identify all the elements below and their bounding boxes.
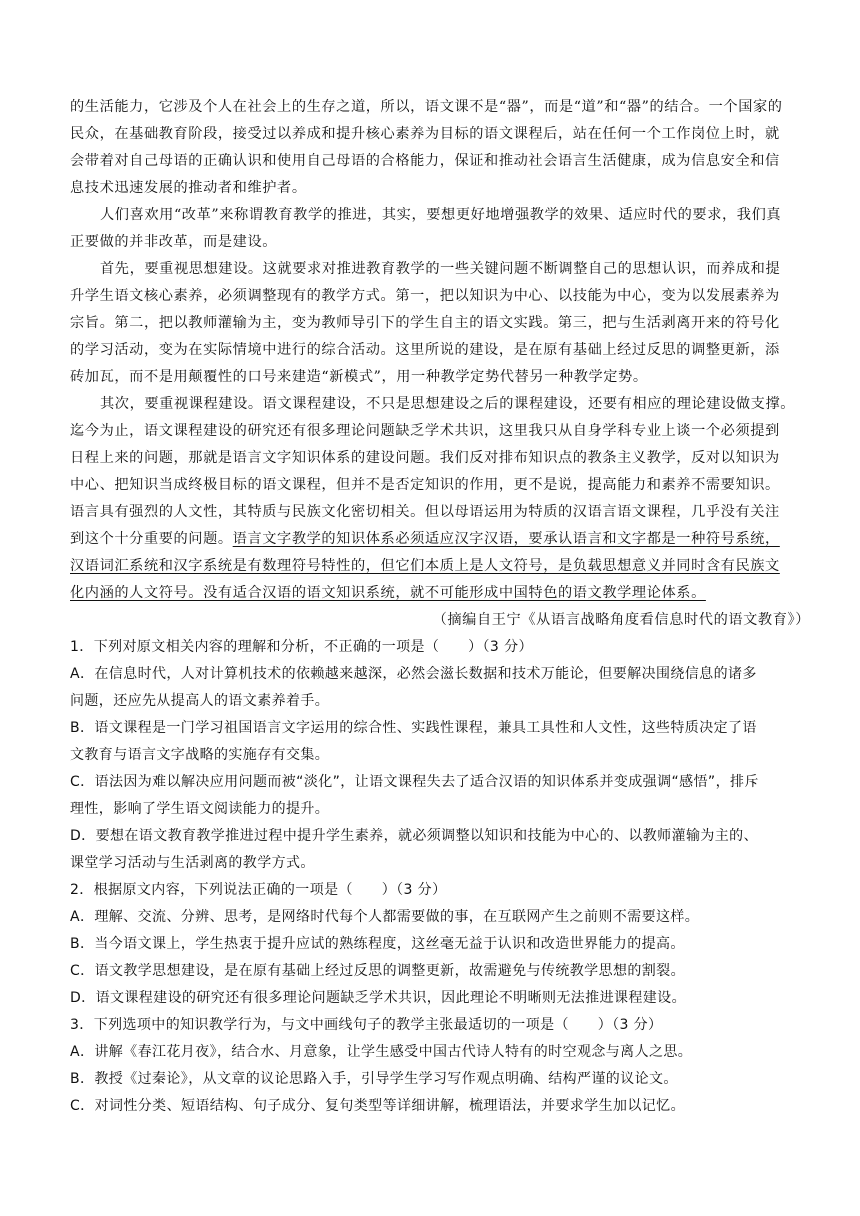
passage-line: 会带着对自己母语的正确认识和使用自己母语的合格能力，保证和推动社会语言生活健康，成为信息安全和信 <box>70 153 780 169</box>
passage-line: 其次，要重视课程建设。语文课程建设，不只是思想建设之后的课程建设，还要有相应的理论建设做支撑。 <box>100 396 796 412</box>
question-1-option-b: B．语文课程是一门学习祖国语言文字运用的综合性、实践性课程，兼具工具性和人文性，这些特质决定了语 <box>70 720 757 736</box>
passage-text: 到这个十分重要的问题。 <box>70 531 233 547</box>
question-1-option-d: D．要想在语文教育教学推进过程中提升学生素养，就必须调整以知识和技能为中心的、以教师灌输为主的、 <box>70 828 758 844</box>
passage-line: 的学习活动，变为在实际情境中进行的综合活动。这里所说的建设，是在原有基础上经过反思的调整更新，添 <box>70 342 780 358</box>
question-2-option-b: B．当今语文课上，学生热衷于提升应试的熟练程度，这丝毫无益于认识和改造世界能力的提高。 <box>70 936 685 952</box>
question-3-option-a: A．讲解《春江花月夜》，结合水、月意象，让学生感受中国古代诗人特有的时空观念与离人之思。 <box>70 1044 693 1060</box>
question-1-option-c: C．语法因为难以解决应用问题而被“淡化”，让语文课程失去了适合汉语的知识体系并变成强调“感悟”，排斥 <box>70 774 759 790</box>
passage-line: 首先，要重视思想建设。这就要求对推进教育教学的一些关键问题不断调整自己的思想认识，而养成和提 <box>100 261 781 277</box>
passage-line: 正要做的并非改革，而是建设。 <box>70 234 278 250</box>
passage-line <box>70 529 780 549</box>
passage-line: 砖加瓦，而不是用颠覆性的口号来建造“新模式”，用一种教学定势代替另一种教学定势。 <box>70 369 648 385</box>
passage-line: 的生活能力，它涉及个人在社会上的生存之道，所以，语文课不是“器”，而是“道”和“器”的结合。一个国家的 <box>70 99 783 115</box>
underlined-sentence: 汉语词汇系统和汉字系统是有数理符号特性的，但它们本质上是人文符号，是负载思想意义并同时含有民族文 <box>70 558 780 574</box>
passage-line: 人们喜欢用“改革”来称谓教育教学的推进，其实，要想更好地增强教学的效果、适应时代的要求，我们真 <box>100 207 782 223</box>
passage-line: 宗旨。第二，把以教师灌输为主，变为教师导引下的学生自主的语文实践。第三，把与生活剥离开来的符号化 <box>70 315 780 331</box>
passage-line: 息技术迅速发展的推动者和维护者。 <box>70 180 307 196</box>
question-1-option-d-cont: 课堂学习活动与生活剥离的教学方式。 <box>70 855 315 871</box>
question-1-option-a-cont: 问题，还应先从提高人的语文素养着手。 <box>70 693 330 709</box>
underlined-sentence: 语言文字教学的知识体系必须适应汉字汉语，要承认语言和文字都是一种符号系统， <box>232 531 780 547</box>
underlined-sentence: 化内涵的人文符号。没有适合汉语的语文知识系统，就不可能形成中国特色的语文教学理论体系。 <box>70 585 706 601</box>
question-3-option-c: C．对词性分类、短语结构、句子成分、复句类型等详细讲解，梳理语法，并要求学生加以记忆。 <box>70 1098 685 1114</box>
question-1-option-b-cont: 文教育与语言文字战略的实施存有交集。 <box>70 747 330 763</box>
passage-line: 中心、把知识当成终极目标的语文课程，但并不是否定知识的作用，更不是说，提高能力和素养不需要知识。 <box>70 477 780 493</box>
question-3-option-b: B．教授《过秦论》，从文章的议论思路入手，引导学生学习写作观点明确、结构严谨的议论文。 <box>70 1071 678 1087</box>
question-1-stem: 1．下列对原文相关内容的理解和分析，不正确的一项是（ ）（3 分） <box>70 639 533 655</box>
passage-line: 日程上来的问题，那就是语言文字知识体系的建设问题。我们反对排布知识点的教条主义教学，反对以知识为 <box>70 450 780 466</box>
passage-line: 语言具有强烈的人文性，其特质与民族文化密切相关。但以母语运用为特质的汉语言语文课程，几乎没有关注 <box>70 504 780 520</box>
passage-line: 迄今为止，语文课程建设的研究还有很多理论问题缺乏学术共识，这里我只从自身学科专业上谈一个必须提到 <box>70 423 780 439</box>
passage-line: 升学生语文核心素养，必须调整现有的教学方式。第一，把以知识为中心、以技能为中心，变为以发展素养为 <box>70 288 780 304</box>
passage-line: 民众，在基础教育阶段，接受过以养成和提升核心素养为目标的语文课程后，站在任何一个工作岗位上时，就 <box>70 126 780 142</box>
question-2-option-d: D．语文课程建设的研究还有很多理论问题缺乏学术共识，因此理论不明晰则无法推进课程建设。 <box>70 990 686 1006</box>
question-2-stem: 2．根据原文内容，下列说法正确的一项是（ ）（3 分） <box>70 882 447 898</box>
source-citation: （摘编自王宁《从语言战略角度看信息时代的语文教育》） <box>432 612 810 628</box>
question-2-option-a: A．理解、交流、分辨、思考，是网络时代每个人都需要做的事，在互联网产生之前则不需要这样。 <box>70 909 700 925</box>
question-1-option-a: A．在信息时代，人对计算机技术的依赖越来越深，必然会滋长数据和技术万能论，但要解决围绕信息的诸多 <box>70 666 757 682</box>
question-3-stem: 3．下列选项中的知识教学行为，与文中画线句子的教学主张最适切的一项是（ ）（3 分） <box>70 1017 663 1033</box>
question-1-option-c-cont: 理性，影响了学生语文阅读能力的提升。 <box>70 801 330 817</box>
question-2-option-c: C．语文教学思想建设，是在原有基础上经过反思的调整更新，故需避免与传统教学思想的割裂。 <box>70 963 685 979</box>
